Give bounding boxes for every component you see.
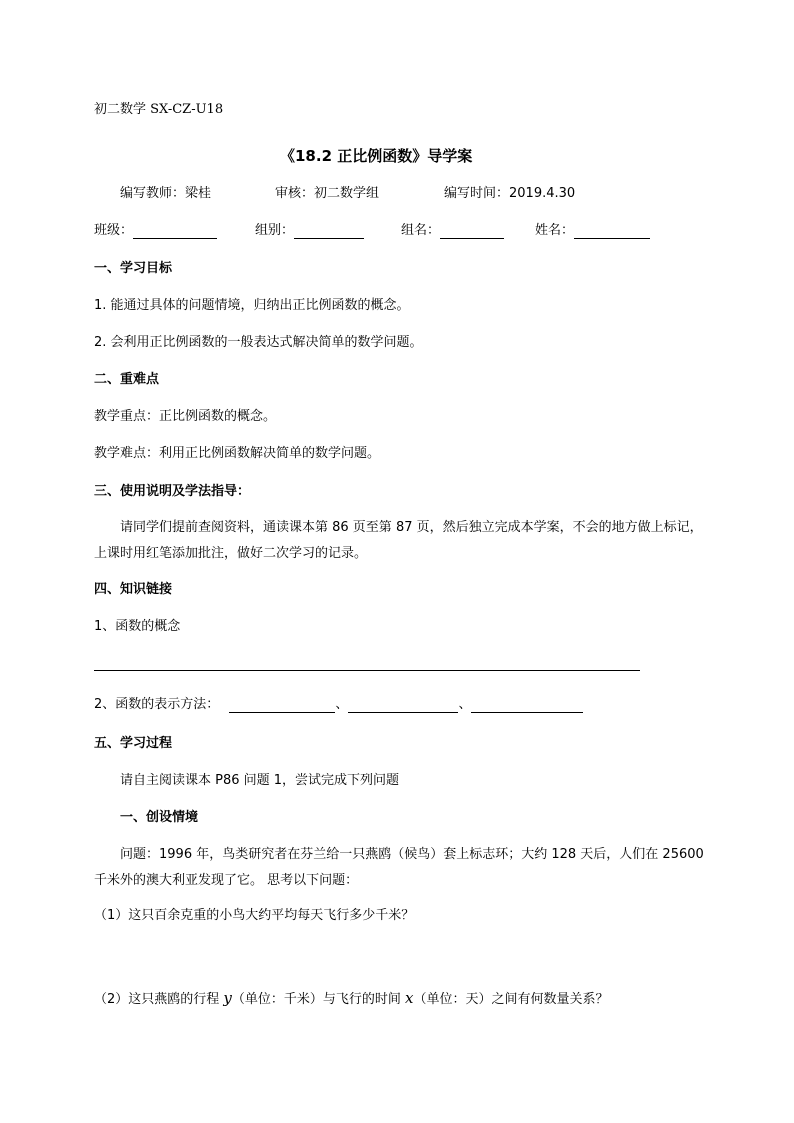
objective-item-1: 1. 能通过具体的问题情境，归纳出正比例函数的概念。 bbox=[94, 298, 410, 313]
scenario-problem: 问题：1996 年，鸟类研究者在芬兰给一只燕鸥（候鸟）套上标志环；大约 128 天后，人们在 25600 千米外的澳大利亚发现了它。 思考以下问题： bbox=[94, 847, 704, 888]
class-label: 班级： bbox=[94, 223, 134, 238]
class-blank[interactable] bbox=[133, 224, 217, 239]
representation-blank-1[interactable] bbox=[229, 698, 335, 713]
knowledge-item-2 bbox=[94, 697, 583, 713]
name-field bbox=[535, 223, 650, 239]
section-heading-instructions: 三、使用说明及学法指导： bbox=[94, 484, 251, 499]
page-title: 《18.2 正比例函数》导学案 bbox=[280, 147, 473, 165]
question-2-part-c: （单位：天）之间有何数量关系？ bbox=[413, 992, 609, 1007]
question-2-part-a: （2）这只燕鸥的行程 bbox=[94, 992, 224, 1007]
instructions-paragraph: 请同学们提前查阅资料，通读课本第 86 页至第 87 页，然后独立完成本学案，不会的地方做上标记，上课时用红笔添加批注，做好二次学习的记录。 bbox=[94, 520, 703, 561]
knowledge-item-1: 1、函数的概念 bbox=[94, 619, 181, 634]
key-point-text: 教学重点：正比例函数的概念。 bbox=[94, 409, 277, 424]
subsection-heading-scenario: 一、创设情境 bbox=[120, 810, 199, 825]
question-2-part-b: （单位：千米）与飞行的时间 bbox=[231, 992, 406, 1007]
group-field bbox=[255, 223, 364, 239]
section-heading-objectives: 一、学习目标 bbox=[94, 261, 173, 276]
name-blank[interactable] bbox=[574, 224, 650, 239]
meta-reviewer: 审核：初二数学组 bbox=[275, 186, 380, 201]
variable-x: x bbox=[405, 989, 414, 1007]
group-label: 组别： bbox=[255, 223, 295, 238]
separator: 、 bbox=[458, 697, 472, 712]
header-code: 初二数学 SX-CZ-U18 bbox=[94, 102, 224, 117]
difficult-point-text: 教学难点：利用正比例函数解决简单的数学问题。 bbox=[94, 446, 381, 461]
section-heading-knowledge-links: 四、知识链接 bbox=[94, 582, 173, 597]
knowledge-item-2-label: 2、函数的表示方法： bbox=[94, 697, 220, 712]
group-name-label: 组名： bbox=[401, 223, 441, 238]
learning-intro: 请自主阅读课本 P86 问题 1，尝试完成下列问题 bbox=[120, 773, 400, 788]
group-name-blank[interactable] bbox=[440, 224, 504, 239]
class-field bbox=[94, 223, 217, 239]
section-heading-learning-process: 五、学习过程 bbox=[94, 736, 173, 751]
name-label: 姓名： bbox=[535, 223, 575, 238]
answer-line[interactable] bbox=[94, 670, 640, 671]
separator: 、 bbox=[335, 697, 349, 712]
representation-blank-2[interactable] bbox=[348, 698, 458, 713]
meta-date: 编写时间：2019.4.30 bbox=[444, 186, 576, 201]
meta-teacher: 编写教师：梁桂 bbox=[120, 186, 212, 201]
question-1: （1）这只百余克重的小鸟大约平均每天飞行多少千米？ bbox=[94, 908, 415, 923]
group-blank[interactable] bbox=[294, 224, 364, 239]
representation-blank-3[interactable] bbox=[471, 698, 583, 713]
section-heading-key-points: 二、重难点 bbox=[94, 372, 160, 387]
objective-item-2: 2. 会利用正比例函数的一般表达式解决简单的数学问题。 bbox=[94, 335, 423, 350]
question-2 bbox=[94, 990, 609, 1008]
group-name-field bbox=[401, 223, 504, 239]
variable-y: y bbox=[223, 989, 232, 1007]
